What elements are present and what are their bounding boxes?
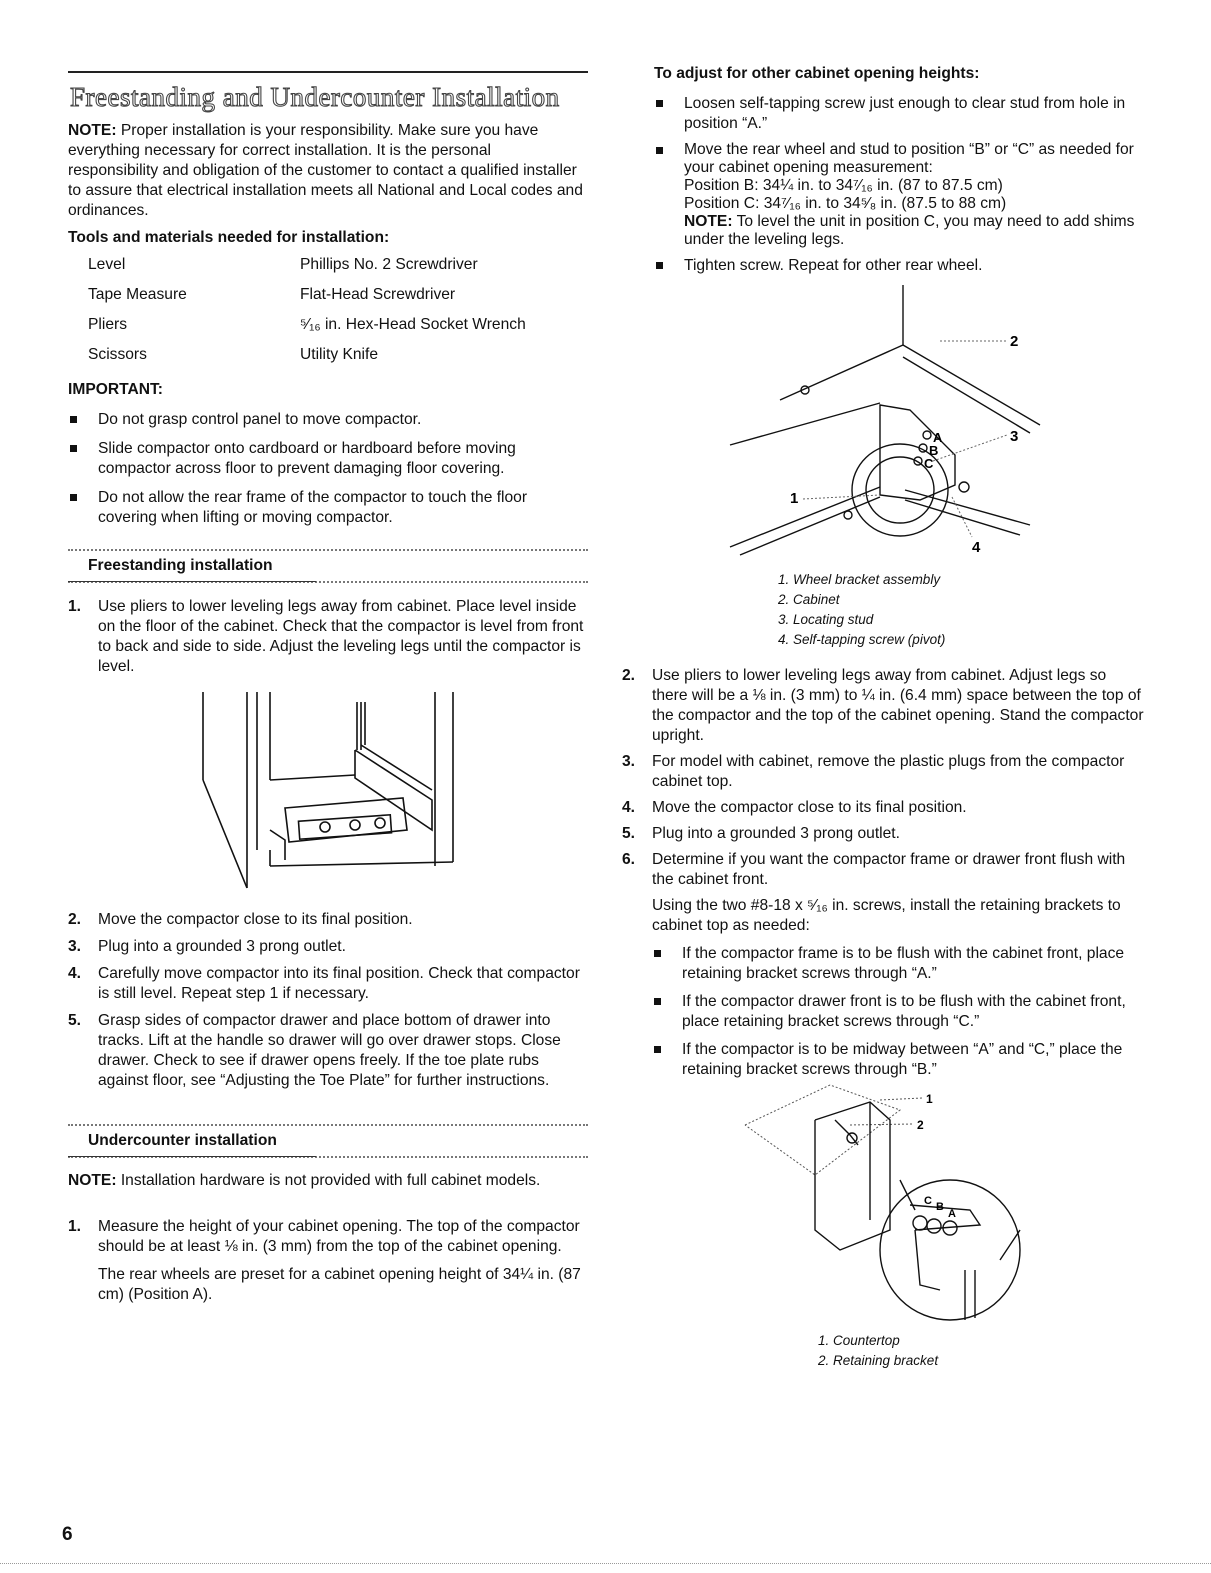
tool-item: Tape Measure <box>88 286 187 303</box>
step-number: 1. <box>68 1218 82 1235</box>
tool-item: ⁵⁄₁₆ in. Hex-Head Socket Wrench <box>300 316 526 333</box>
tools-heading: Tools and materials needed for installation: <box>68 229 390 246</box>
freestanding-steps <box>68 910 588 1091</box>
fig1-label-B: B <box>929 443 939 458</box>
fig1-label-2: 2 <box>1010 333 1019 350</box>
bracket-option: If the compactor is to be midway between “A” and “C,” place the retaining bracket screws through “B.” <box>652 1040 1144 1080</box>
adjust-item: Tighten screw. Repeat for other rear wheel. <box>654 256 1146 276</box>
important-item: Slide compactor onto cardboard or hardboard before moving compactor across floor to prevent damaging floor covering. <box>68 439 588 479</box>
tool-item: Utility Knife <box>300 346 378 363</box>
undercounter-note <box>68 1171 583 1191</box>
adjust-line: Position C: 34⁷⁄₁₆ in. to 34⁵⁄₈ in. (87.5 to 88 cm) <box>684 195 1007 212</box>
title-rule <box>68 71 588 73</box>
fig1-label-4: 4 <box>972 539 981 556</box>
step-number: 4. <box>68 965 82 982</box>
caption-line: 4. Self-tapping screw (pivot) <box>778 632 946 647</box>
step-text: Plug into a grounded 3 prong outlet. <box>98 938 346 955</box>
adjust-heading: To adjust for other cabinet opening heights: <box>654 65 980 82</box>
right-steps <box>622 666 1144 1080</box>
tool-item: Flat-Head Screwdriver <box>300 286 456 303</box>
step-number: 1. <box>68 598 82 615</box>
undercounter-heading: Undercounter installation <box>88 1132 277 1149</box>
adjust-item <box>654 141 1146 249</box>
page-number: 6 <box>62 1524 73 1545</box>
fig2-label-2: 2 <box>917 1118 924 1132</box>
note-label: NOTE: <box>684 213 733 230</box>
step-text: Move the compactor close to its final position. <box>98 911 413 928</box>
step-text: Use pliers to lower leveling legs away from cabinet. Place level inside on the floor of the cabinet. Check that the compactor is level from front to back and side to side. Adjust the leveling legs until the compactor is level. <box>98 598 584 675</box>
fig2-label-A: A <box>948 1208 956 1220</box>
undercounter-section-header <box>68 1124 588 1158</box>
freestanding-heading: Freestanding installation <box>88 557 273 574</box>
heading-underline <box>68 581 316 582</box>
heading-underline <box>68 1156 316 1157</box>
adjust-item: Loosen self-tapping screw just enough to clear stud from hole in position “A.” <box>654 94 1146 134</box>
caption-line: 2. Cabinet <box>778 592 840 607</box>
note-text: To level the unit in position C, you may need to add shims under the leveling legs. <box>684 213 1135 248</box>
fig1-label-C: C <box>924 456 934 471</box>
fig2-label-B: B <box>936 1201 944 1213</box>
step-number: 2. <box>622 667 636 684</box>
important-list <box>68 410 588 528</box>
note-paragraph <box>68 121 583 221</box>
tool-item: Scissors <box>88 346 147 363</box>
step-text: For model with cabinet, remove the plastic plugs from the compactor cabinet top. <box>652 753 1125 790</box>
fig1-label-A: A <box>933 430 943 445</box>
bracket-options <box>622 944 1144 1080</box>
step-number: 2. <box>68 911 82 928</box>
tool-item: Level <box>88 256 126 273</box>
important-label: IMPORTANT: <box>68 381 163 398</box>
caption-line: 2. Retaining bracket <box>818 1353 939 1368</box>
step-number: 3. <box>68 938 82 955</box>
caption-line: 1. Countertop <box>818 1333 900 1348</box>
bottom-rule <box>0 1563 1211 1565</box>
step-text: Use pliers to lower leveling legs away from cabinet. Adjust legs so there will be a ⅛ in. (3 mm) to ¼ in. (6.4 mm) space between the top of the compactor and the top of the cabinet opening. Stand the compactor upright. <box>652 667 1144 744</box>
tools-row <box>88 316 526 346</box>
bracket-option: If the compactor frame is to be flush with the cabinet front, place retaining bracket screws through “A.” <box>652 944 1144 984</box>
step-text: Plug into a grounded 3 prong outlet. <box>652 825 900 842</box>
important-item: Do not allow the rear frame of the compactor to touch the floor covering when lifting or moving compactor. <box>68 488 588 528</box>
adjust-line: Position B: 34¼ in. to 34⁷⁄₁₆ in. (87 to 87.5 cm) <box>684 177 1003 194</box>
note-label: NOTE: <box>68 122 117 139</box>
important-item: Do not grasp control panel to move compactor. <box>68 410 588 430</box>
tools-row <box>88 256 526 286</box>
caption-line: 1. Wheel bracket assembly <box>778 572 941 587</box>
step-subtext: The rear wheels are preset for a cabinet opening height of 34¼ in. (87 cm) (Position A). <box>98 1266 581 1303</box>
step-number: 5. <box>622 825 636 842</box>
note-text: Proper installation is your responsibility. Make sure you have everything necessary for correct installation. It is the personal responsibility and obligation of the customer to contact a qualified installer to assure that electrical installation meets all National and Local codes and ordinances. <box>68 122 583 219</box>
wheel-bracket-figure <box>720 285 1060 570</box>
level-in-compactor-figure <box>195 690 465 900</box>
step-number: 5. <box>68 1012 82 1029</box>
adjust-bullets <box>654 94 1146 276</box>
adjust-line: Move the rear wheel and stud to position “B” or “C” as needed for your cabinet opening measurement: <box>684 141 1134 176</box>
step-number: 6. <box>622 851 636 868</box>
tools-row <box>88 346 526 376</box>
step-text: Grasp sides of compactor drawer and place bottom of drawer into tracks. Lift at the handle so drawer will go over drawer stops. Close drawer. Check to see if drawer opens freely. If the toe plate rubs against floor, see “Adjusting the Toe Plate” for further instructions. <box>98 1012 561 1089</box>
step-text: Carefully move compactor into its final position. Check that compactor is still level. Repeat step 1 if necessary. <box>98 965 580 1002</box>
fig1-captions <box>778 570 945 650</box>
step-subtext: Using the two #8-18 x ⁵⁄₁₆ in. screws, install the retaining brackets to cabinet top as needed: <box>652 897 1121 934</box>
tools-list <box>88 256 526 376</box>
step-text: Determine if you want the compactor frame or drawer front flush with the cabinet front. <box>652 851 1126 888</box>
tool-item: Pliers <box>88 316 127 333</box>
tools-row <box>88 286 526 316</box>
note-label: NOTE: <box>68 1172 117 1189</box>
step-number: 4. <box>622 799 636 816</box>
undercounter-step-1 <box>68 1217 588 1305</box>
page-title: Freestanding and Undercounter Installation <box>70 82 560 112</box>
fig2-label-1: 1 <box>926 1092 933 1106</box>
bracket-option: If the compactor drawer front is to be flush with the cabinet front, place retaining bracket screws through “C.” <box>652 992 1144 1032</box>
step-number: 3. <box>622 753 636 770</box>
retaining-bracket-figure <box>740 1080 1040 1330</box>
step-text: Move the compactor close to its final position. <box>652 799 967 816</box>
fig1-label-1: 1 <box>790 490 799 507</box>
freestanding-step-1 <box>68 597 586 677</box>
caption-line: 3. Locating stud <box>778 612 874 627</box>
freestanding-section-header <box>68 549 588 583</box>
fig2-label-C: C <box>924 1195 932 1207</box>
step-text: Measure the height of your cabinet opening. The top of the compactor should be at least ⅛ in. (3 mm) from the top of the cabinet opening. <box>98 1218 580 1255</box>
tool-item: Phillips No. 2 Screwdriver <box>300 256 478 273</box>
fig1-label-3: 3 <box>1010 428 1019 445</box>
note-text: Installation hardware is not provided with full cabinet models. <box>116 1172 541 1189</box>
fig2-captions <box>818 1331 938 1371</box>
